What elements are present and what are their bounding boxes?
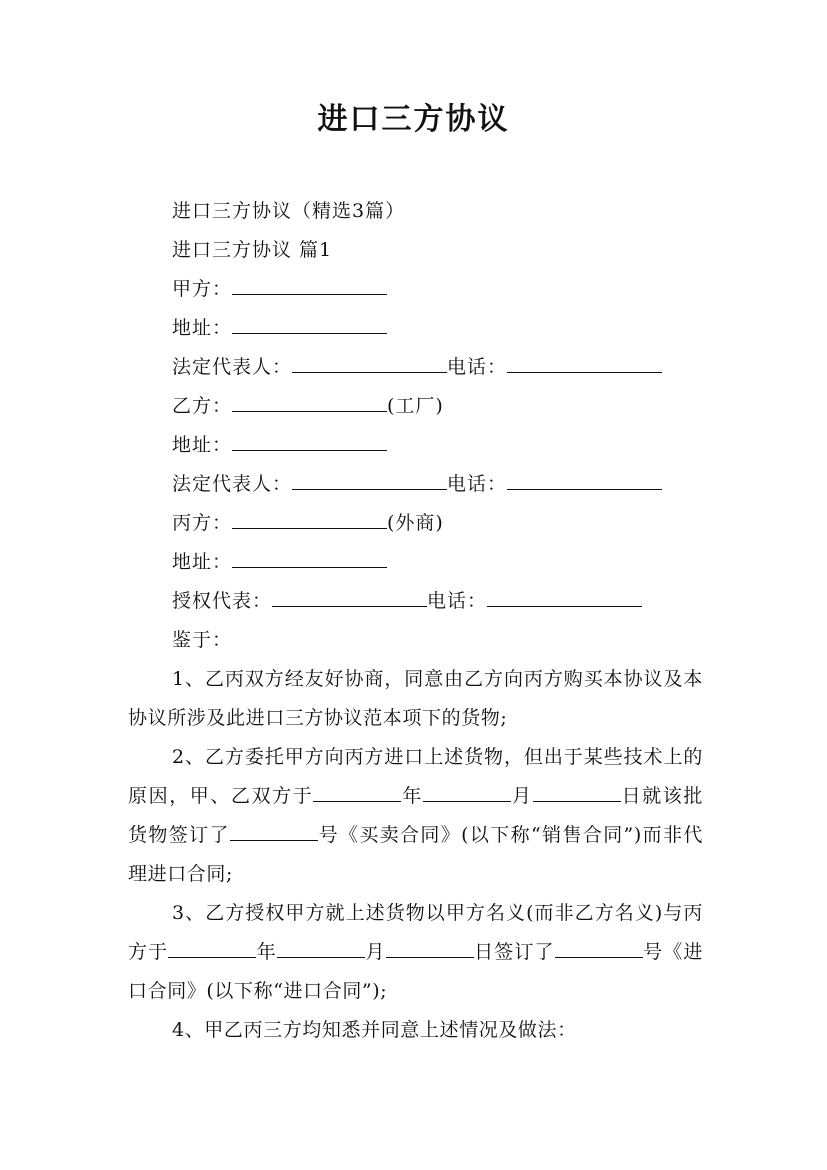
clause-2-month: 月	[511, 785, 533, 807]
clause-3-month: 月	[364, 941, 386, 963]
party-a-rep-label: 法定代表人：	[172, 356, 293, 378]
party-c-address-blank	[232, 547, 387, 568]
party-b-address-line	[172, 430, 387, 460]
whereas-label: 鉴于：	[172, 629, 233, 651]
party-b-phone-label: 电话：	[447, 473, 508, 495]
party-a-blank	[232, 274, 387, 295]
clause-2-text: 2、乙方委托甲方向丙方进口上述货物，但出于某些技术上的原因，甲、乙双方于	[128, 746, 703, 807]
clause-1: 1、乙丙双方经友好协商，同意由乙方向丙方购买本协议及本协议所涉及此进口三方协议范本项下的货物;	[128, 668, 703, 729]
party-c-phone-label: 电话：	[427, 590, 488, 612]
party-b-rep-line	[172, 469, 662, 499]
party-c-suffix: (外商)	[387, 512, 444, 534]
party-b-suffix: (工厂)	[387, 395, 444, 417]
clause-3-year: 年	[256, 941, 277, 963]
party-c-address-line	[172, 547, 387, 577]
party-c-label: 丙方：	[172, 512, 233, 534]
party-a-rep-blank	[292, 352, 447, 373]
party-a-rep-line	[172, 352, 662, 382]
party-c-blank	[232, 508, 387, 529]
clause-3-month-blank	[277, 937, 365, 958]
party-c-rep-line	[172, 586, 642, 616]
clause-3-day-text: 日签订了	[473, 941, 555, 963]
party-a-phone-label: 电话：	[447, 356, 508, 378]
party-a-address-label: 地址：	[172, 317, 233, 339]
clause-2-year-blank	[313, 781, 401, 802]
clause-2	[128, 738, 703, 894]
party-a-address-line	[172, 313, 387, 343]
clause-3-contract-text: 号《进口合同》(以下称“进口合同”);	[128, 941, 703, 1002]
party-c-rep-blank	[272, 586, 427, 607]
document-title: 进口三方协议	[317, 102, 510, 137]
party-b-blank	[232, 391, 387, 412]
party-a-phone-blank	[507, 352, 662, 373]
clause-3-year-blank	[168, 937, 256, 958]
party-b-rep-label: 法定代表人：	[172, 473, 293, 495]
clause-2-day-blank	[533, 781, 621, 802]
clause-3	[128, 894, 703, 1011]
party-a-line	[172, 274, 387, 304]
party-c-rep-label: 授权代表：	[172, 590, 273, 612]
party-b-line	[172, 391, 444, 421]
clause-2-number-blank	[230, 820, 318, 841]
part-heading: 进口三方协议 篇1	[172, 239, 333, 261]
clause-2-day-text: 日就该批货物签订了	[128, 785, 704, 846]
clause-2-month-blank	[423, 781, 511, 802]
clause-3-text: 3、乙方授权甲方就上述货物以甲方名义(而非乙方名义)与丙方于	[128, 902, 703, 963]
party-c-address-label: 地址：	[172, 551, 233, 573]
clause-3-number-blank	[555, 937, 643, 958]
party-a-address-blank	[232, 313, 387, 334]
party-b-phone-blank	[507, 469, 662, 490]
party-b-address-blank	[232, 430, 387, 451]
party-c-line	[172, 508, 444, 538]
party-b-label: 乙方：	[172, 395, 233, 417]
party-b-address-label: 地址：	[172, 434, 233, 456]
clause-3-day-blank	[386, 937, 474, 958]
party-c-phone-blank	[487, 586, 642, 607]
clause-4: 4、甲乙丙三方均知悉并同意上述情况及做法：	[172, 1019, 577, 1041]
party-a-label: 甲方：	[172, 278, 233, 300]
party-b-rep-blank	[292, 469, 447, 490]
intro-line: 进口三方协议（精选3篇）	[172, 200, 406, 222]
clause-2-contract-text: 号《买卖合同》(以下称“销售合同”)而非代理进口合同;	[128, 824, 703, 885]
clause-2-year: 年	[401, 785, 423, 807]
